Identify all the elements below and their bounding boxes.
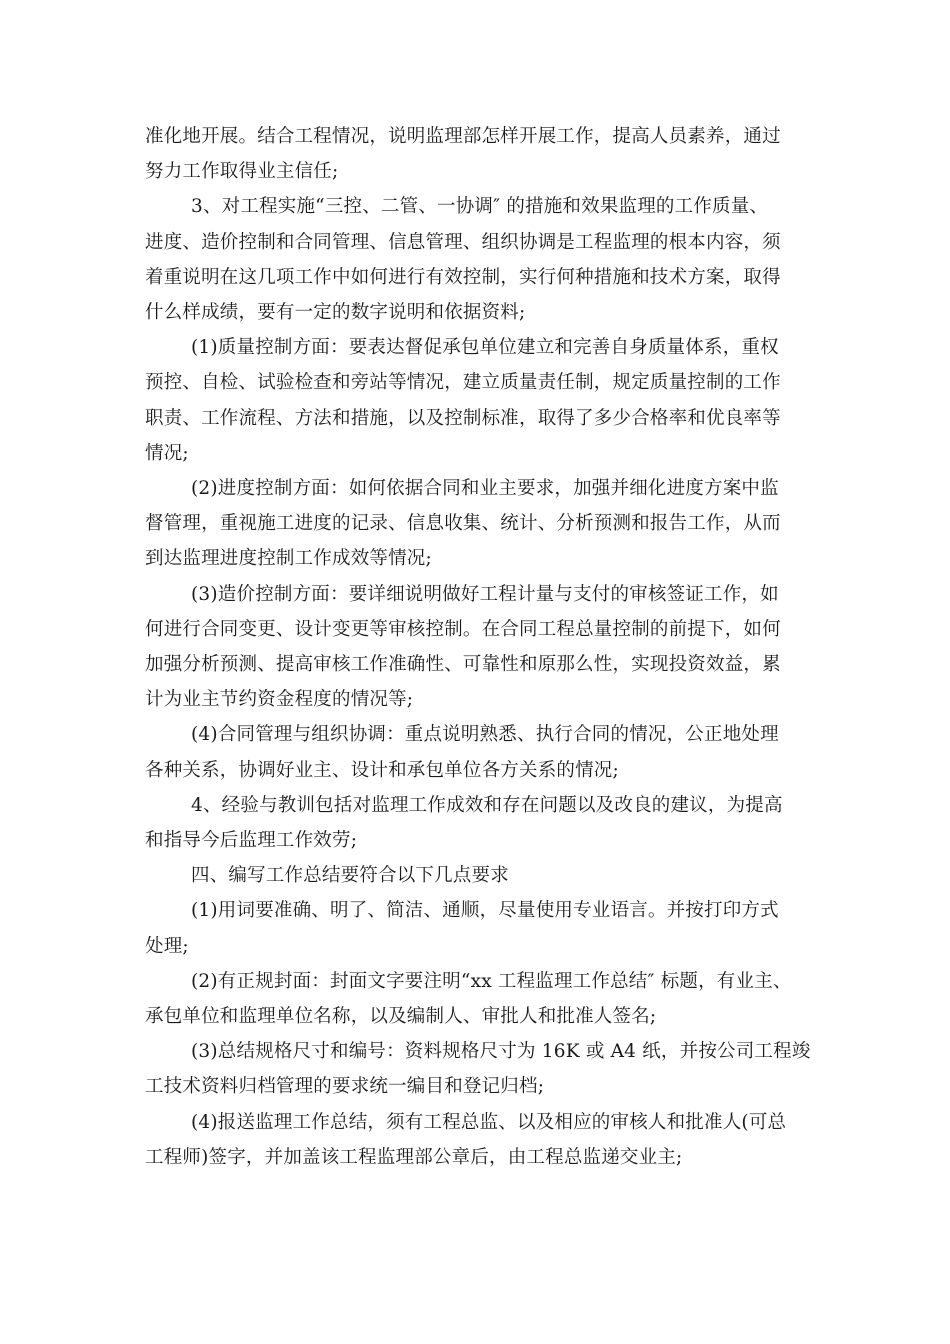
paragraph-6: (4)合同管理与组织协调：重点说明熟悉、执行合同的情况，公正地处理 各种关系，协调好业主、设计和承包单位各方关系的情况; <box>145 724 779 781</box>
paragraph-2: 3、对工程实施“三控、二管、一协调″ 的措施和效果监理的工作质量、 进度、造价控制和合同管理、信息管理、组织协调是工程监理的根本内容，须 着重说明在这几项工作中如何进行有效控制，实行何种措施和技术方案，取得 什么样成绩，要有一定的数字说明和依据资料; <box>145 196 781 324</box>
paragraph-10: (2)有正规封面：封面文字要注明“xx 工程监理工作总结″ 标题，有业主、 承包单位和监理单位名称，以及编制人、审批人和批准人签名; <box>145 970 792 1028</box>
paragraph-5: (3)造价控制方面：要详细说明做好工程计量与支付的审核签证工作，如 何进行合同变更、设计变更等审核控制。在合同工程总量控制的前提下，如何 加强分析预测、提高审核工作准确性、可靠性和原那么性，实现投资效益，累 计为业主节约资金程度的情况等; <box>145 583 781 711</box>
section-heading: 四、编写工作总结要符合以下几点要求 <box>191 865 509 887</box>
paragraph-3: (1)质量控制方面：要表达督促承包单位建立和完善自身质量体系，重权 预控、自检、试验检查和旁站等情况，建立质量责任制，规定质量控制的工作 职责、工作流程、方法和措施，以及控制标准，取得了多少合格率和优良率等 情况; <box>145 337 781 464</box>
paragraph-12: (4)报送监理工作总结，须有工程总监、以及相应的审核人和批准人(可总 工程师)签字，并加盖该工程监理部公章后，由工程总监递交业主; <box>145 1111 787 1168</box>
paragraph-1: 准化地开展。结合工程情况，说明监理部怎样开展工作，提高人员素养，通过 努力工作取得业主信任; <box>145 126 781 183</box>
paragraph-4: (2)进度控制方面：如何依据合同和业主要求，加强并细化进度方案中监 督管理，重视施工进度的记录、信息收集、统计、分析预测和报告工作，从而 到达监理进度控制工作成效等情况; <box>145 478 781 570</box>
paragraph-9: (1)用词要准确、明了、简洁、通顺，尽量使用专业语言。并按打印方式 处理; <box>145 900 779 957</box>
document-body <box>145 119 815 1175</box>
paragraph-11: (3)总结规格尺寸和编号：资料规格尺寸为 16K 或 A4 纸，并按公司工程竣 工技术资料归档管理的要求统一编目和登记归档; <box>145 1041 811 1098</box>
paragraph-7: 4、经验与教训包括对监理工作成效和存在问题以及改良的建议，为提高 和指导今后监理工作效劳; <box>145 794 783 852</box>
